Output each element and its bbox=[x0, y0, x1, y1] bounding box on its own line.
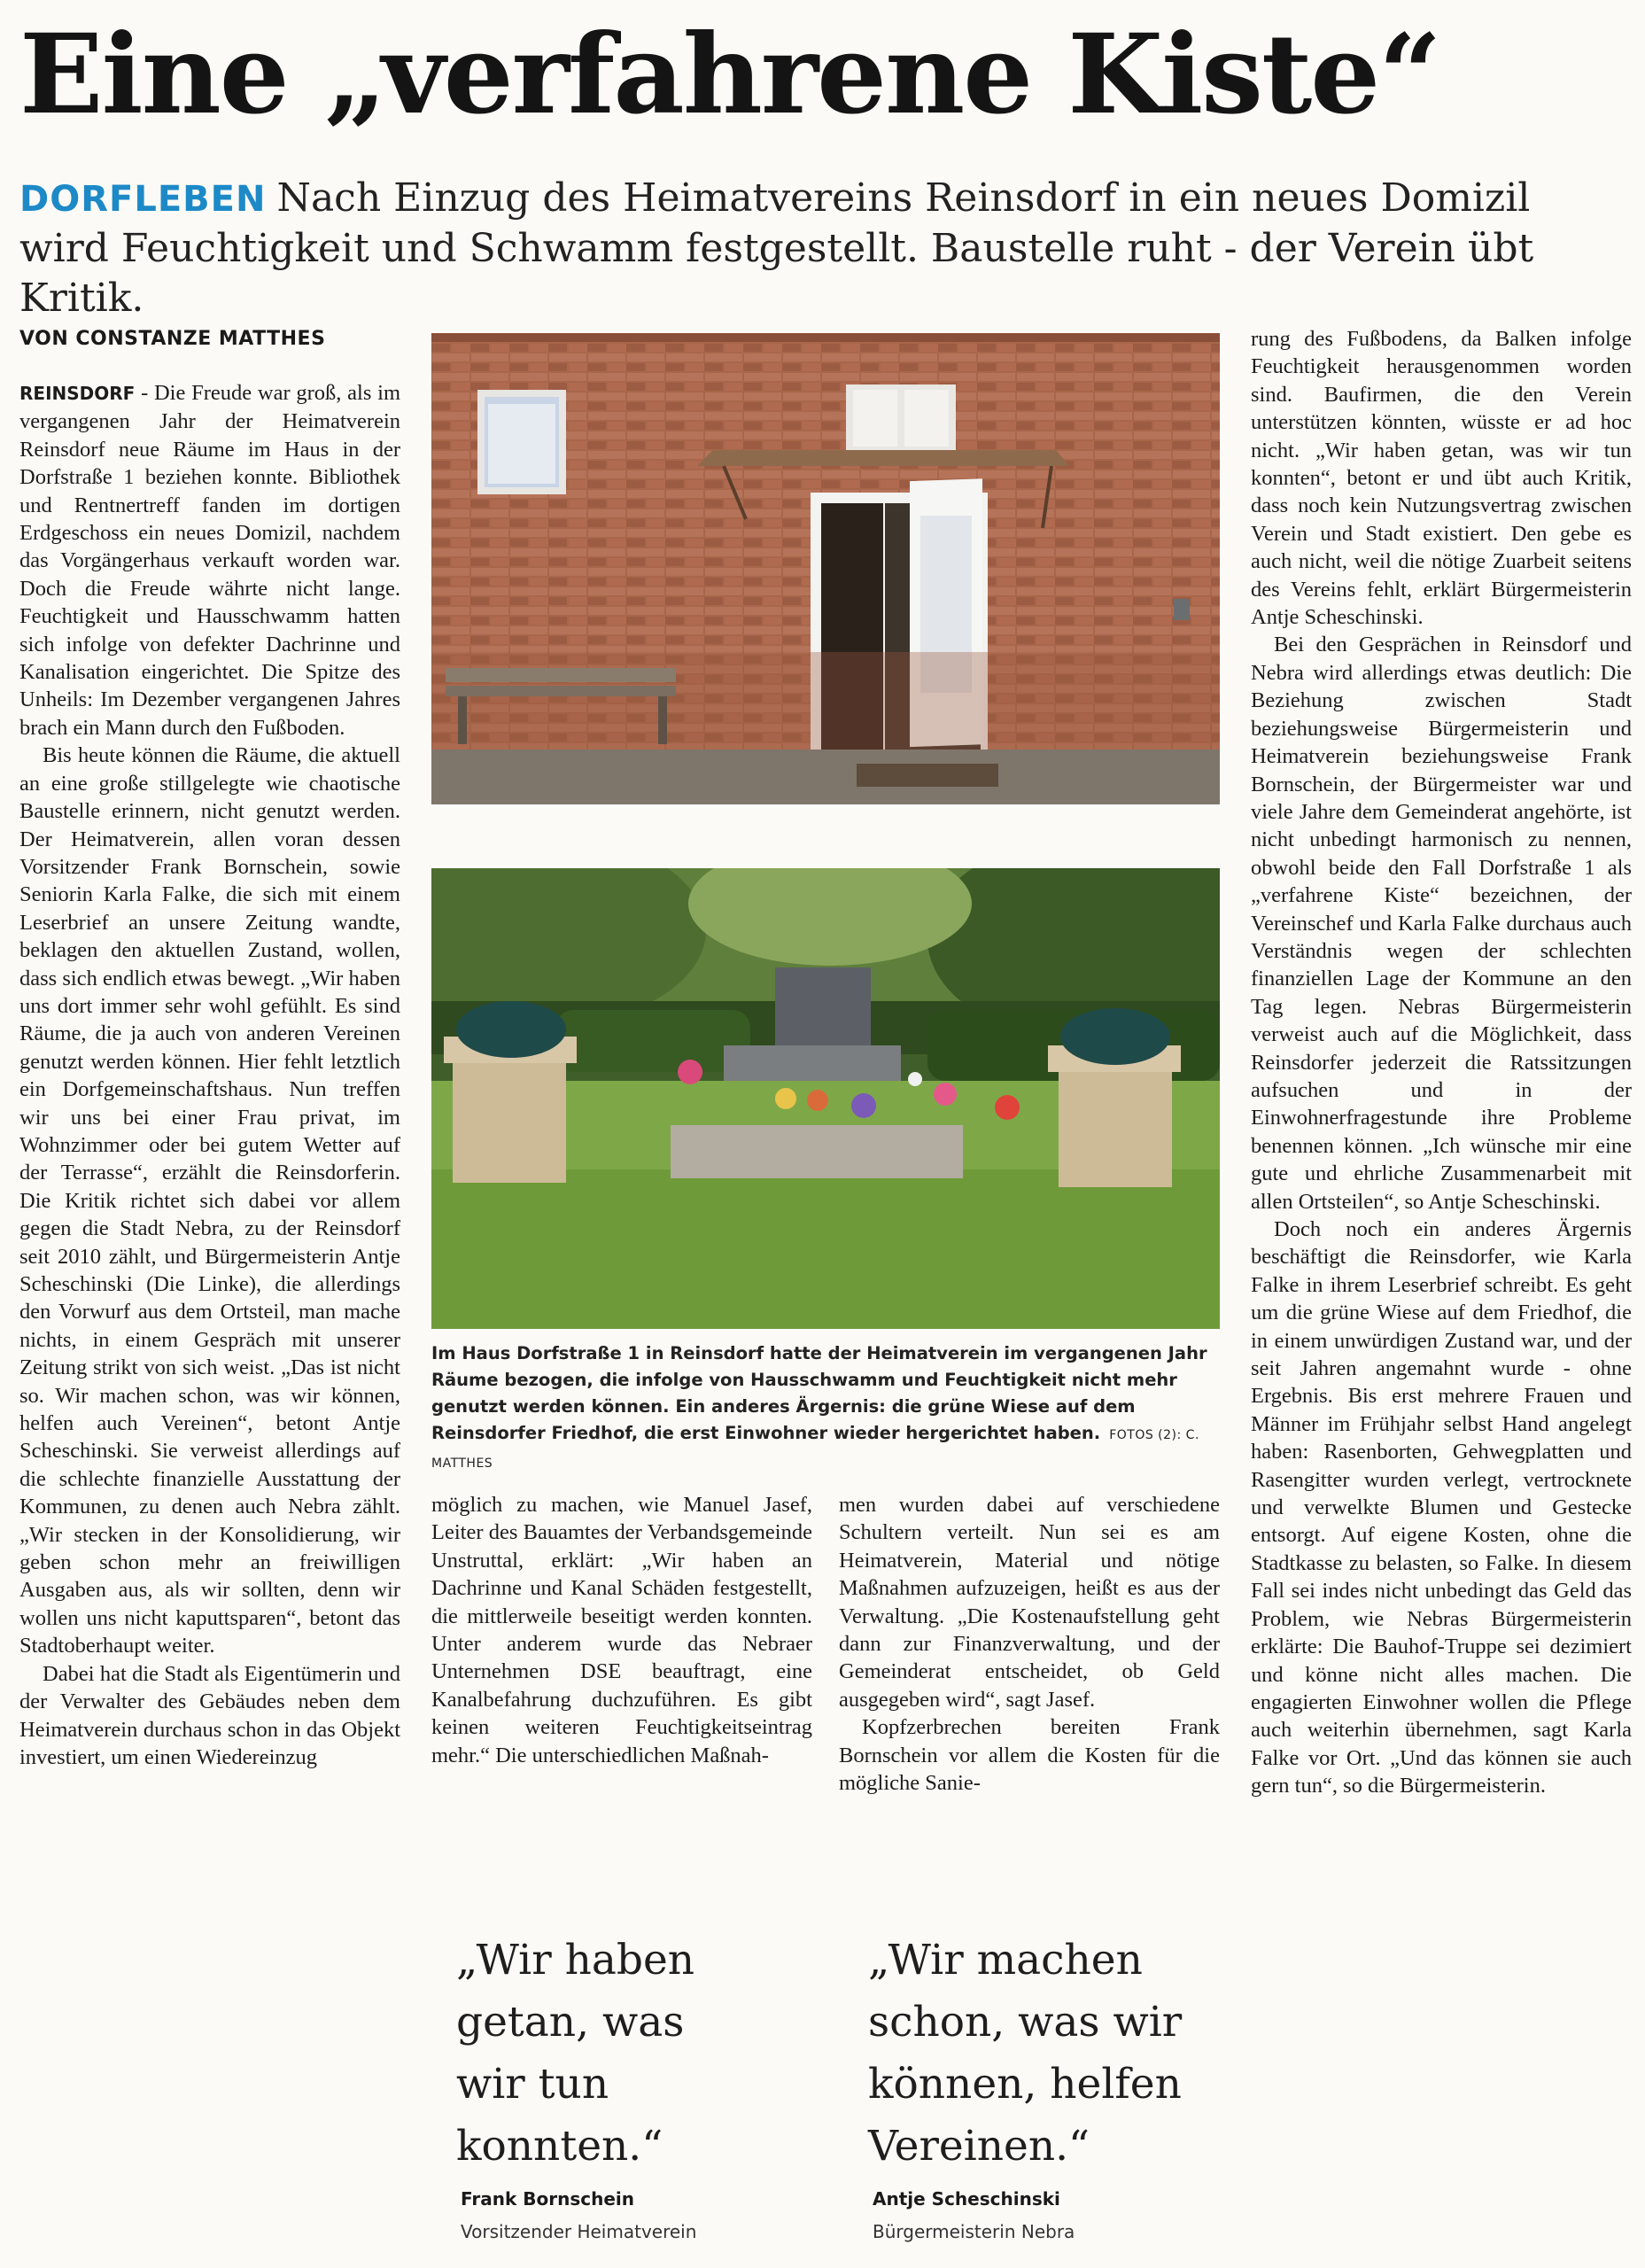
paragraph: Bei den Gesprächen in Reinsdorf und Nebra wird allerdings etwas deutlich: Die Beziehung zwischen Stadt beziehungsweise Bürgermeisterin und Heimatverein beziehungsweise Frank Bornschein, der Bürgermeister war und viele Jahre dem Gemeinderat angehörte, ist nicht unbedingt harmonisch zu nennen, obwohl beide den Fall Dorfstraße 1 als „verfahrene Kiste“ bezeichnen, der Vereinschef und Karla Falke durchaus auch Verständnis wegen der schlechten finanziellen Lage der Kommune an den Tag legen. Nebras Bürgermeisterin verweist auch auf die Möglichkeit, dass Reinsdorfer jederzeit die Ratssitzungen aufsuchen und in der Einwohnerfragestunde ihre Probleme benennen können. „Ich wünsche mir eine gute und ehrliche Zusammenarbeit mit allen Ortsteilen“, so Antje Scheschinski. bbox=[1251, 633, 1632, 1214]
article-column-4 bbox=[1251, 325, 1632, 1800]
quote-author-role: Vorsitzender Heimatverein bbox=[461, 2221, 697, 2242]
paragraph: möglich zu machen, wie Manuel Jasef, Leiter des Bauamtes der Verbandsgemeinde Unstruttal, erklärt: „Wir haben an Dachrinne und Kanal Schäden festgestellt, die mittlerweile beseitigt werden konnten. Unter anderem wurde das Nebraer Unternehmen DSE beauftragt, eine Kanalbefahrung duchzuführen. Es gibt keinen weiteren Feuchtigkeitseintrag mehr.“ Die unterschiedlichen Maßnah- bbox=[431, 1493, 812, 1767]
paragraph: rung des Fußbodens, da Balken infolge Feuchtigkeit herausgenommen worden sind. Baufirmen, die den Verein unterstützen könnten, wüsste er ad hoc nicht. „Wir haben getan, was wir tun konnten“, betont er und übt auch Kritik, dass noch kein Nutzungsvertrag zwischen Verein und Stadt existiert. Den gebe es auch nicht, weil die nötige Zuarbeit seitens des Vereins fehlt, erklärt Bürgermeisterin Antje Scheschinski. bbox=[1251, 327, 1632, 630]
paragraph: Kopfzerbrechen bereiten Frank Bornschein vor allem die Kosten für die mögliche Sanie- bbox=[839, 1715, 1220, 1796]
quote-author: Antje Scheschinski bbox=[873, 2188, 1060, 2210]
quote-author-role: Bürgermeisterin Nebra bbox=[873, 2221, 1075, 2242]
photo-house-entrance bbox=[431, 333, 1220, 804]
rubric-label: DORFLEBEN bbox=[19, 179, 267, 220]
quote-line: wir tun bbox=[456, 2060, 609, 2109]
paragraph-lead bbox=[19, 379, 400, 742]
paragraph: Doch noch ein anderes Ärgernis beschäftigt die Reinsdorfer, wie Karla Falke in ihrem Leserbrief schreibt. Es geht um die grüne Wiese auf dem Friedhof, die in einem unwürdigen Zustand war, und der seit Jahren angemahnt wurde - ohne Ergebnis. Bis erst mehrere Frauen und Männer im Frühjahr selbst Hand angelegt haben: Rasenborten, Gehwegplatten und Rasengitter wurden verlegt, vertrocknete und verwelkte Blumen und Gestecke entsorgt. Auf eigene Kosten, ohne die Stadtkasse zu belasten, so Falke. In diesem Fall sei indes nicht unbedingt das Geld das Problem, wie Nebras Bürgermeisterin erklärte: Die Bauhof-Truppe sei dezimiert und könne nicht alles machen. Die engagierten Einwohner wollen die Pflege auch weiterhin übernehmen, sagt Karla Falke vor Ort. „Und das können sie auch gern tun“, so die Bürgermeisterin. bbox=[1251, 1217, 1632, 1798]
photo-cemetery-grave bbox=[431, 868, 1220, 1329]
dateline: REINSDORF bbox=[19, 383, 136, 404]
cemetery-photo-graphic bbox=[431, 868, 1220, 1329]
byline: VON CONSTANZE MATTHES bbox=[19, 328, 326, 350]
headline: Eine „verfahrene Kiste“ bbox=[19, 11, 1440, 139]
paragraph: Dabei hat die Stadt als Eigentümerin und der Verwalter des Gebäudes neben dem Heimatverein durchaus schon in das Objekt investiert, um einen Wiedereinzug bbox=[19, 1661, 400, 1769]
photo-credit: FOTOS (2): C. MATTHES bbox=[431, 1428, 1199, 1471]
photo-caption bbox=[431, 1340, 1220, 1477]
lead-text: - Die Freude war groß, als im vergangenen Jahr der Heimatverein Reinsdorf neue Räume im Haus in der Dorfstraße 1 beziehen konnte. Bibliothek und Rentnertreff fanden im dortigen Erdgeschoss ein neues Domizil, nachdem das Vorgängerhaus verkauft worden war. Doch die Freude währte nicht lange. Feuchtigkeit und Hausschwamm hatten sich infolge von defekter Dachrinne und Kanalisation eingerichtet. Die Spitze des Unheils: Im Dezember vergangenen Jahres brach ein Mann durch den Fußboden. bbox=[19, 381, 401, 740]
quote-line: Vereinen.“ bbox=[868, 2122, 1090, 2171]
article-column-2 bbox=[431, 1491, 812, 1769]
quote-line: getan, was bbox=[456, 1998, 685, 2047]
article-column-1 bbox=[19, 379, 400, 1771]
paragraph: Bis heute können die Räume, die aktuell an eine große stillgelegte wie chaotische Baustelle erinnern, nicht genutzt werden. Der Heimatverein, allen voran dessen Vorsitzender Frank Bornschein, sowie Seniorin Karla Falke, die sich mit einem Leserbrief an unsere Zeitung wandte, beklagen den aktuellen Zustand, wollen, dass sich endlich etwas bewegt. „Wir haben uns dort immer sehr wohl gefühlt. Es sind Räume, die ja auch von anderen Vereinen genutzt werden können. Hier fehlt letztlich ein Dorfgemeinschaftshaus. Nun treffen wir uns bei einer Frau privat, im Wohnzimmer oder bei gutem Wetter auf der Terrasse“, erzählt die Reinsdorferin. Die Kritik richtet sich dabei vor allem gegen die Stadt Nebra, zu der Reinsdorf seit 2010 zählt, und Bürgermeisterin Antje Scheschinski (Die Linke), die allerdings den Vorwurf aus dem Ortsteil, man mache nichts, in einem Gespräch mit unserer Zeitung strikt von sich weist. „Das ist nicht so. Wir machen schon, was wir können, helfen auch Vereinen“, betont Antje Scheschinski. Sie verweist allerdings auf die schlechte finanzielle Ausstattung der Kommunen, zu denen auch Nebra zählt. „Wir stecken in der Konsolidierung, wir geben schon mehr an freiwilligen Ausgaben aus, als wir sollten, denn wir wollen uns nicht kaputtsparen“, betont das Stadtoberhaupt weiter. bbox=[19, 743, 400, 1658]
paragraph: men wurden dabei auf verschiedene Schultern verteilt. Nun sei es am Heimatverein, Material und nötige Maßnahmen aufzuzeigen, heißt es aus der Verwaltung. „Die Kostenaufstellung geht dann zur Finanzverwaltung, und der Gemeinderat entscheidet, ob Geld ausgegeben wird“, sagt Jasef. bbox=[839, 1493, 1220, 1712]
house-photo-graphic bbox=[431, 333, 1220, 804]
quote-author: Frank Bornschein bbox=[461, 2188, 634, 2210]
pull-quote-bornschein bbox=[456, 1930, 828, 2178]
quote-line: konnten.“ bbox=[456, 2122, 663, 2171]
subhead bbox=[19, 174, 1605, 323]
subhead-text: Nach Einzug des Heimatvereins Reinsdorf in ein neues Domizil wird Feuchtigkeit und Schwamm festgestellt. Baustelle ruht - der Verein übt Kritik. bbox=[19, 175, 1534, 321]
quote-line: können, helfen bbox=[868, 2060, 1182, 2109]
quote-line: „Wir machen bbox=[868, 1936, 1143, 1984]
caption-text: Im Haus Dorfstraße 1 in Reinsdorf hatte der Heimatverein im vergangenen Jahr Räume bezogen, die infolge von Hausschwamm und Feuchtigkeit nicht mehr genutzt werden können. Ein anderes Ärgernis: die grüne Wiese auf dem Reinsdorfer Friedhof, die erst Einwohner wieder hergerichtet haben. bbox=[431, 1343, 1207, 1443]
quote-line: schon, was wir bbox=[868, 1998, 1183, 2047]
pull-quote-scheschinski bbox=[868, 1930, 1240, 2178]
article-column-3 bbox=[839, 1491, 1220, 1797]
quote-line: „Wir haben bbox=[456, 1936, 695, 1984]
